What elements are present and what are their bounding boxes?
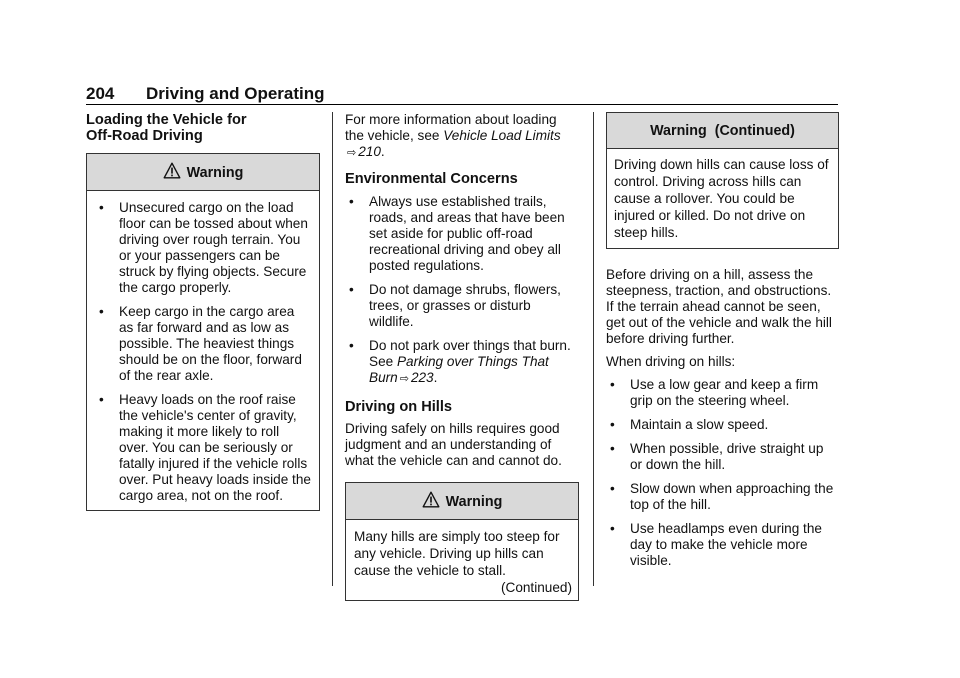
hills-paragraph: Driving safely on hills requires good judgment and an understanding of what the vehicle can and cannot do. — [345, 421, 562, 468]
column-divider — [332, 112, 333, 586]
list-item: • Heavy loads on the roof raise the vehicle's center of gravity, making it more likely to roll over. You can be seriously or fatally injured if the vehicle rolls over. Put heavy loads inside the cargo area, not on the roof. — [99, 392, 311, 503]
warning-title: Warning — [186, 165, 244, 181]
bullet-dot: • — [349, 338, 354, 353]
bullet-dot: • — [610, 481, 615, 496]
section-heading-hills: Driving on Hills — [345, 399, 453, 415]
paragraph-assess: Before driving on a hill, assess the steepness, traction, and obstructions. If the terrain ahead cannot be seen, get out of the vehicle and walk the hill before driving further. — [606, 267, 832, 346]
xref-page[interactable]: 210 — [358, 144, 381, 159]
page-header — [86, 84, 838, 105]
bullet-dot: • — [99, 200, 104, 215]
warning-box-continued — [606, 112, 839, 249]
warning-box-body — [87, 191, 319, 510]
column-right — [606, 112, 839, 569]
column-divider — [593, 112, 594, 586]
xref-arrow-icon: ⇨ — [347, 147, 357, 159]
xref-link-vehicle-load-limits[interactable]: Vehicle Load Limits — [443, 128, 561, 143]
list-item: • Keep cargo in the cargo area as far forward and as low as possible. The heaviest things should be on the floor, forward of the rear axle. — [99, 304, 302, 383]
bullet-dot: • — [349, 282, 354, 297]
list-item: • Maintain a slow speed. — [610, 417, 769, 432]
warning-text: Many hills are simply too steep for any vehicle. Driving up hills can cause the vehicle to stall. — [354, 529, 560, 578]
paragraph-when-driving: When driving on hills: — [606, 354, 736, 369]
warning-triangle-icon — [422, 491, 440, 508]
intro-paragraph: For more information about loading the vehicle, see Vehicle Load Limits ⇨ 210. — [345, 112, 561, 159]
continued-label: (Continued) — [500, 580, 572, 595]
warning-title: Warning (Continued) — [650, 123, 795, 139]
warning-box-header — [87, 154, 319, 191]
list-item: • When possible, drive straight up or down the hill. — [610, 441, 824, 472]
xref-link-parking[interactable]: Parking over Things That Burn — [369, 354, 549, 385]
xref-arrow-icon: ⇨ — [399, 373, 409, 385]
list-item: • Slow down when approaching the top of the hill. — [610, 481, 834, 512]
list-item: • Do not park over things that burn. See Parking over Things That Burn ⇨ 223. — [349, 338, 571, 385]
bullet-dot: • — [349, 194, 354, 209]
warning-box-header — [346, 483, 578, 520]
bullet-dot: • — [610, 521, 615, 536]
warning-box-header — [607, 113, 838, 149]
warning-text: Driving down hills can cause loss of control. Driving across hills can cause a rollover. You could be injured or killed. Do not drive on steep hills. — [614, 157, 829, 240]
page-number: 204 — [86, 84, 115, 103]
warning-title: Warning — [445, 494, 503, 510]
bullet-dot: • — [610, 417, 615, 432]
list-item: • Use headlamps even during the day to make the vehicle more visible. — [610, 521, 822, 568]
warning-box-body — [346, 520, 578, 600]
list-item: • Use a low gear and keep a firm grip on the steering wheel. — [610, 377, 819, 408]
column-middle — [345, 112, 579, 601]
warning-box-body — [607, 149, 838, 248]
column-left — [86, 112, 320, 511]
warning-triangle-icon — [163, 162, 181, 179]
list-item: • Unsecured cargo on the load floor can be tossed about when driving over rough terrain. You or your passengers can be struck by flying objects. Secure the cargo properly. — [99, 200, 308, 295]
list-item: • Do not damage shrubs, flowers, trees, or grasses or disturb wildlife. — [349, 282, 561, 329]
section-heading-environmental: Environmental Concerns — [345, 171, 518, 187]
warning-box-hills — [345, 482, 579, 601]
header-title: Driving and Operating — [146, 84, 325, 103]
warning-box-cargo — [86, 153, 320, 511]
list-item: • Always use established trails, roads, and areas that have been set aside for public off-road recreational driving and obey all posted regulations. — [349, 194, 565, 273]
bullet-dot: • — [610, 441, 615, 456]
xref-page[interactable]: 223 — [410, 370, 434, 385]
bullet-dot: • — [99, 304, 104, 319]
bullet-dot: • — [99, 392, 104, 407]
section-heading-loading: Loading the Vehicle for Off-Road Driving — [86, 112, 247, 144]
bullet-dot: • — [610, 377, 615, 392]
